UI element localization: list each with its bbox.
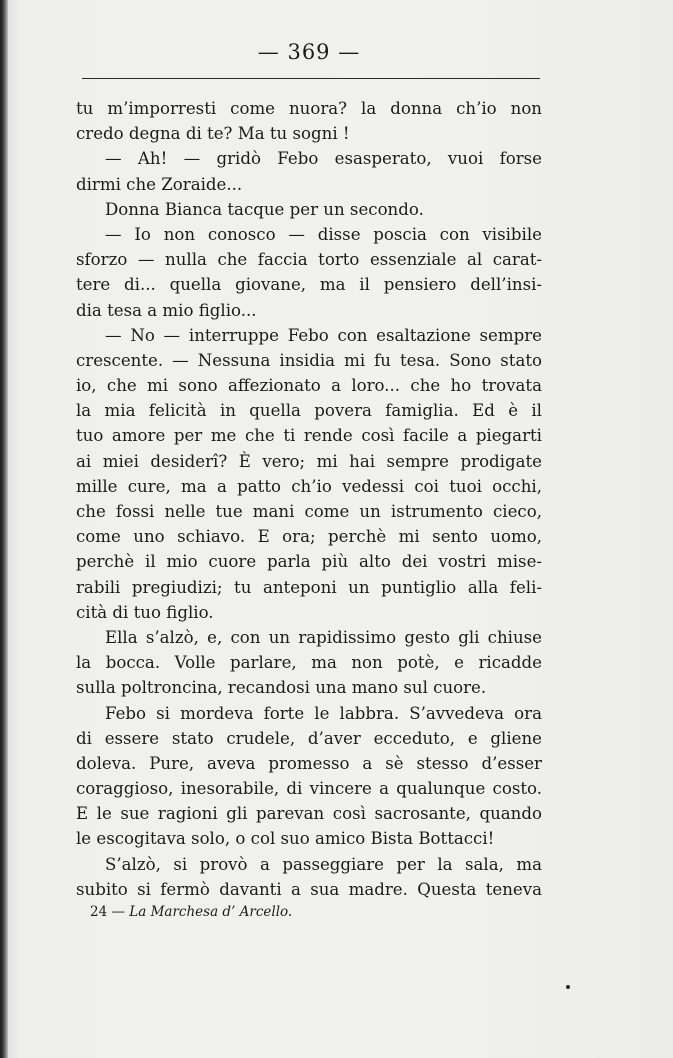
page-gutter-shadow [0, 0, 8, 1058]
text-line: che fossi nelle tue mani come un istrumento cieco, [76, 502, 542, 521]
text-line: mille cure, ma a patto ch’io vedessi coi tuoi occhi, [76, 476, 542, 496]
text-line: Febo si mordeva forte le labbra. S’avvedeva ora [105, 703, 542, 723]
text-line: perchè il mio cuore parla più alto dei vostri mise- [76, 552, 542, 572]
text-line: E le sue ragioni gli parevan così sacrosante, quando [76, 804, 542, 824]
text-line: S’alzò, si provò a passeggiare per la sala, ma [105, 854, 542, 874]
text-line: — Io non conosco — disse poscia con visibile [105, 224, 542, 244]
signature-number: 24 — [90, 904, 125, 920]
footer-signature-line [90, 904, 292, 920]
text-line: io, che mi sono affezionato a loro... che ho trovata [76, 376, 542, 396]
text-line: coraggioso, inesorabile, di vincere a qualunque costo. [76, 779, 542, 799]
text-line: sulla poltroncina, recandosi una mano sul cuore. [76, 678, 487, 698]
text-line: crescente. — Nessuna insidia mi fu tesa. Sono stato [76, 350, 542, 370]
text-line: le escogitava solo, o col suo amico Bista Bottacci! [76, 829, 495, 849]
text-line: di essere stato crudele, d’aver ecceduto, e gliene [76, 728, 542, 748]
text-line: credo degna di te? Ma tu sogni ! [76, 124, 350, 144]
text-line: sforzo — nulla che faccia torto essenziale al carat- [76, 250, 542, 270]
text-line: — No — interruppe Febo con esaltazione sempre [105, 325, 542, 345]
text-line: dirmi che Zoraide... [76, 174, 243, 194]
text-line: tuo amore per me che ti rende così facile a piegarti [76, 426, 542, 446]
text-line: dia tesa a mio figlio... [76, 300, 257, 320]
text-line: la mia felicità in quella povera famiglia. Ed è il [76, 401, 542, 421]
text-line: Donna Bianca tacque per un secondo. [105, 199, 424, 219]
text-line: — Ah! — gridò Febo esasperato, vuoi forse [105, 149, 542, 169]
body-text [76, 96, 542, 902]
text-line: come uno schiavo. E ora; perchè mi sento uomo, [76, 527, 542, 547]
text-line: tere di... quella giovane, ma il pensiero dell’insi- [76, 275, 542, 295]
text-line: ai miei desiderî? È vero; mi hai sempre prodigate [76, 451, 542, 471]
text-line: doleva. Pure, aveva promesso a sè stesso d’esser [76, 753, 542, 773]
text-line: subito si fermò davanti a sua madre. Questa teneva [76, 879, 542, 899]
header-rule [82, 78, 540, 79]
page-number-header: — 369 — [257, 40, 361, 64]
text-line: Ella s’alzò, e, con un rapidissimo gesto gli chiuse [105, 627, 542, 647]
text-line: rabili pregiudizi; tu anteponi un puntiglio alla feli- [76, 577, 542, 597]
print-speck [566, 985, 570, 989]
text-line: tu m’imporresti come nuora? la donna ch’io non [76, 99, 542, 118]
text-line: cità di tuo figlio. [76, 602, 214, 622]
book-title: La Marchesa d’ Arcello. [129, 904, 293, 920]
text-line: la bocca. Volle parlare, ma non potè, e ricadde [76, 653, 542, 673]
